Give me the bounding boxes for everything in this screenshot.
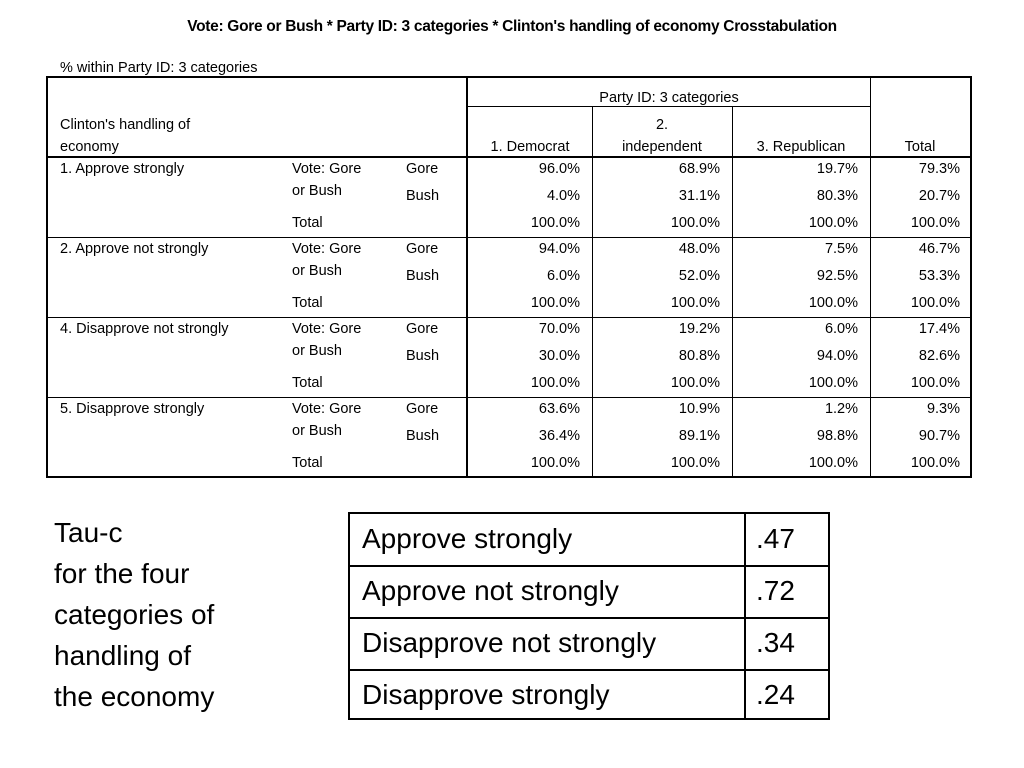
vote-var-label-line2: or Bush: [292, 423, 342, 439]
row-label: Gore: [406, 401, 439, 417]
percent-cell: 19.2%: [678, 321, 720, 337]
percent-cell: 20.7%: [918, 188, 960, 204]
vote-var-label-line1: Vote: Gore: [292, 401, 362, 417]
party-id-group-header: Party ID: 3 categories: [599, 90, 739, 106]
header-divider-vertical: [466, 78, 468, 476]
percent-cell: 4.0%: [546, 188, 580, 204]
tau-row: [350, 618, 828, 669]
percent-cell: 100.0%: [910, 295, 960, 311]
tau-value: .47: [756, 523, 795, 554]
percent-cell: 100.0%: [808, 375, 858, 391]
col-divider-2: [732, 106, 733, 476]
percent-cell: 89.1%: [678, 428, 720, 444]
tau-row: [350, 514, 828, 565]
percent-cell: 17.4%: [918, 321, 960, 337]
percent-cell: 100.0%: [910, 215, 960, 231]
percent-cell: 100.0%: [910, 455, 960, 471]
row-label: Bush: [406, 188, 440, 204]
tau-row: [350, 566, 828, 617]
percent-cell: 80.8%: [678, 348, 720, 364]
col-header-independent-line2: independent: [622, 139, 702, 155]
block-category-label: 4. Disapprove not strongly: [60, 321, 229, 337]
percent-cell: 10.9%: [678, 401, 720, 417]
row-label: Bush: [406, 268, 440, 284]
block-category-label: 1. Approve strongly: [60, 161, 185, 177]
tau-caption-line: handling of: [54, 640, 192, 671]
tau-value: .72: [756, 575, 795, 606]
tau-row: [350, 670, 828, 721]
row-label: Total: [292, 375, 323, 391]
row-label: Bush: [406, 348, 440, 364]
percent-cell: 6.0%: [824, 321, 858, 337]
vote-var-label-line1: Vote: Gore: [292, 241, 362, 257]
percent-cell: 48.0%: [678, 241, 720, 257]
percent-cell: 100.0%: [530, 455, 580, 471]
tau-category: Approve strongly: [362, 523, 573, 554]
percent-cell: 46.7%: [918, 241, 960, 257]
vote-var-label-line2: or Bush: [292, 343, 342, 359]
tau-value: .34: [756, 627, 795, 658]
percent-cell: 92.5%: [816, 268, 858, 284]
percent-cell: 98.8%: [816, 428, 858, 444]
tau-value: .24: [756, 679, 795, 710]
percent-cell: 100.0%: [530, 375, 580, 391]
percent-cell: 36.4%: [538, 428, 580, 444]
percent-cell: 100.0%: [808, 215, 858, 231]
row-var-header-line2: economy: [60, 139, 119, 155]
table-title: Vote: Gore or Bush * Party ID: 3 categories * Clinton's handling of economy Crosstabulation: [187, 18, 837, 35]
percent-cell: 100.0%: [670, 215, 720, 231]
crosstab-table: [46, 76, 972, 478]
tau-category: Disapprove strongly: [362, 679, 610, 710]
row-label: Gore: [406, 161, 439, 177]
percent-cell: 63.6%: [538, 401, 580, 417]
row-label: Gore: [406, 241, 439, 257]
percent-cell: 100.0%: [530, 215, 580, 231]
percent-cell: 9.3%: [926, 401, 960, 417]
vote-var-label-line2: or Bush: [292, 263, 342, 279]
vote-var-label-line2: or Bush: [292, 183, 342, 199]
tau-c-table: [348, 512, 830, 720]
percent-cell: 80.3%: [816, 188, 858, 204]
group-header-underline: [468, 106, 870, 107]
block-divider: [48, 397, 970, 398]
percent-cell: 100.0%: [670, 375, 720, 391]
block-divider: [48, 237, 970, 238]
percent-cell: 6.0%: [546, 268, 580, 284]
percent-cell: 1.2%: [824, 401, 858, 417]
percent-cell: 94.0%: [816, 348, 858, 364]
row-label: Bush: [406, 428, 440, 444]
percent-cell: 7.5%: [824, 241, 858, 257]
percent-cell: 100.0%: [670, 455, 720, 471]
percent-cell: 52.0%: [678, 268, 720, 284]
tau-caption-line: the economy: [54, 681, 215, 712]
tau-caption-line: Tau-c: [54, 517, 123, 548]
tau-category: Disapprove not strongly: [362, 627, 657, 658]
block-category-label: 5. Disapprove strongly: [60, 401, 205, 417]
percent-cell: 82.6%: [918, 348, 960, 364]
col-header-independent-line1: 2.: [655, 117, 669, 133]
col-divider-1: [592, 106, 593, 476]
percent-cell: 90.7%: [918, 428, 960, 444]
header-bottom-line: [48, 156, 970, 158]
block-category-label: 2. Approve not strongly: [60, 241, 209, 257]
percent-cell: 31.1%: [678, 188, 720, 204]
tau-caption-line: categories of: [54, 599, 215, 630]
percent-cell: 100.0%: [910, 375, 960, 391]
col-header-total: Total: [904, 139, 936, 155]
percent-cell: 100.0%: [670, 295, 720, 311]
percent-cell: 94.0%: [538, 241, 580, 257]
block-divider: [48, 317, 970, 318]
percent-cell: 19.7%: [816, 161, 858, 177]
percent-cell: 100.0%: [808, 295, 858, 311]
vote-var-label-line1: Vote: Gore: [292, 321, 362, 337]
row-label: Total: [292, 215, 323, 231]
percent-cell: 79.3%: [918, 161, 960, 177]
percent-cell: 96.0%: [538, 161, 580, 177]
row-var-header-line1: Clinton's handling of: [60, 117, 191, 133]
percent-cell: 30.0%: [538, 348, 580, 364]
percent-cell: 100.0%: [530, 295, 580, 311]
col-header-republican: 3. Republican: [756, 139, 846, 155]
percent-cell: 53.3%: [918, 268, 960, 284]
row-label: Total: [292, 295, 323, 311]
row-label: Gore: [406, 321, 439, 337]
tau-caption-line: for the four: [54, 558, 190, 589]
percent-cell: 100.0%: [808, 455, 858, 471]
tau-category: Approve not strongly: [362, 575, 619, 606]
percent-cell: 70.0%: [538, 321, 580, 337]
tau-c-caption: [54, 512, 214, 717]
vote-var-label-line1: Vote: Gore: [292, 161, 362, 177]
row-label: Total: [292, 455, 323, 471]
percent-cell: 68.9%: [678, 161, 720, 177]
col-header-democrat: 1. Democrat: [490, 139, 570, 155]
table-subtitle: % within Party ID: 3 categories: [60, 60, 258, 76]
